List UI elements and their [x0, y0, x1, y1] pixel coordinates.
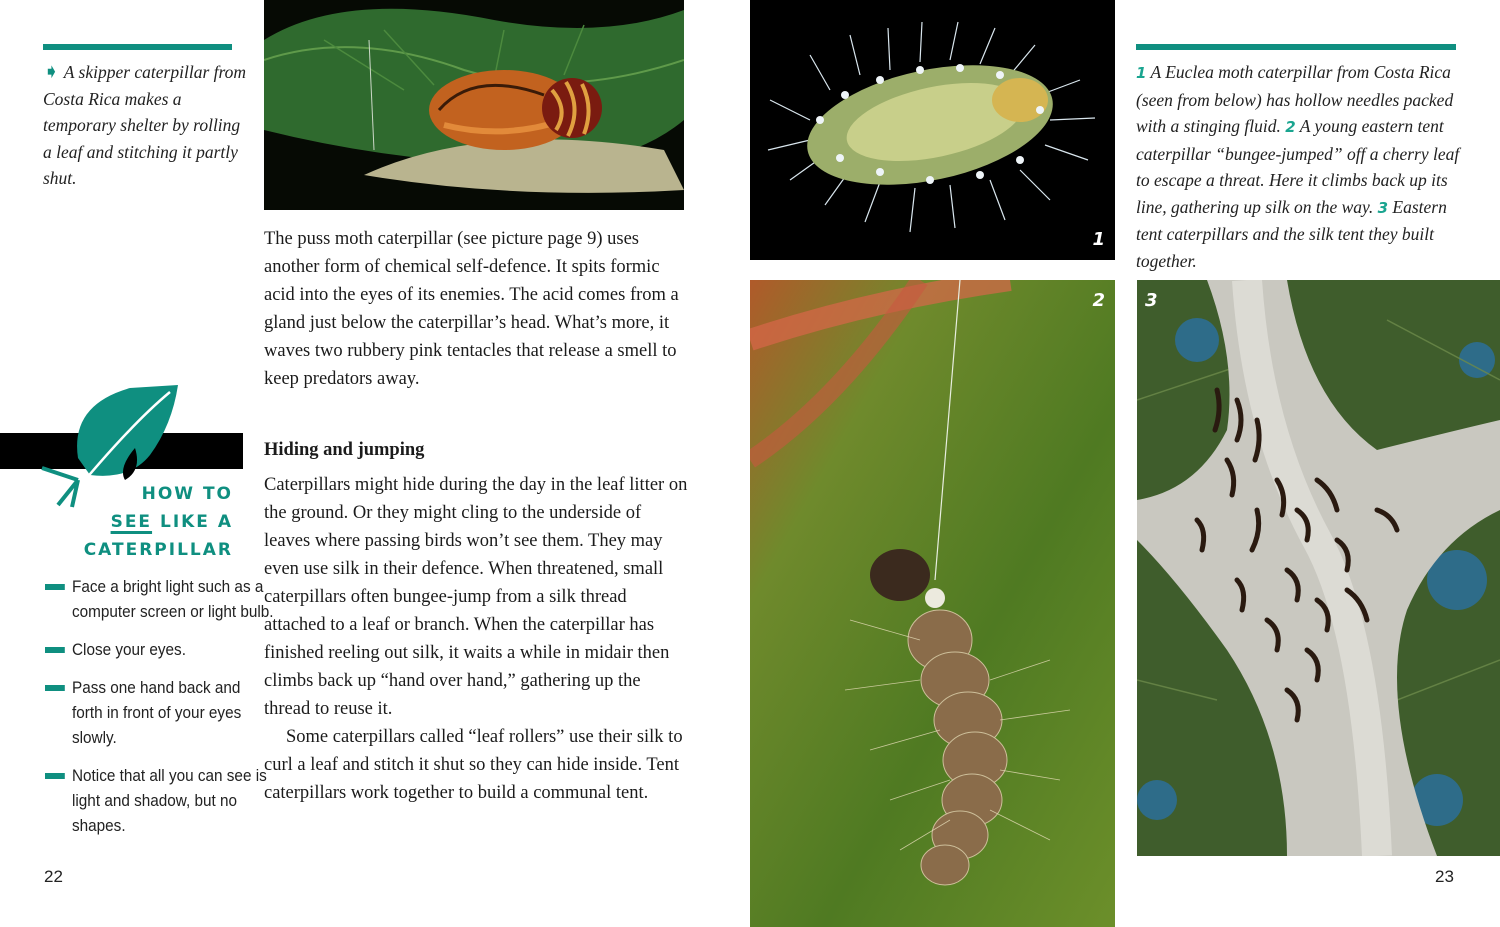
caption-number-3: 3 [1377, 198, 1389, 217]
section-heading: Hiding and jumping [264, 440, 425, 460]
tip-text: Face a bright light such as a computer screen or light bulb. [72, 577, 274, 621]
tip-item [45, 675, 275, 750]
photo-number-3: 3 [1145, 290, 1158, 311]
tent-caterpillars-photo [1137, 280, 1500, 856]
right-caption-rule [1136, 44, 1456, 50]
left-photo-caption [43, 59, 248, 192]
body-paragraph-1 [264, 225, 689, 393]
tip-dash [45, 685, 65, 691]
euclea-caterpillar-photo [750, 0, 1115, 260]
puss-moth-paragraph: The puss moth caterpillar (see picture page 9) uses another form of chemical self-defence. It spits formic acid into the eyes of its enemies. The acid comes from a gland just below the caterpillar’s head. What’s more, it waves two rubbery pink tentacles that release a smell to keep predators away. [264, 229, 679, 389]
tip-item [45, 637, 275, 662]
sidebar-title-line-1: HOW TO [141, 484, 233, 504]
sidebar-title [30, 480, 233, 564]
page-number-right: 23 [1435, 867, 1454, 886]
tip-dash [45, 584, 65, 590]
left-caption-text: A skipper caterpillar from Costa Rica makes a temporary shelter by rolling a leaf and stitching it partly shut. [43, 62, 247, 188]
tip-text: Pass one hand back and forth in front of your eyes slowly. [72, 678, 242, 747]
tip-text: Notice that all you can see is light and shadow, but no shapes. [72, 766, 267, 835]
caption-text-2: A young eastern tent caterpillar “bungee-jumped” off a cherry leaf to escape a threat. Here it climbs back up its line, gathering up silk on the way. [1136, 116, 1460, 217]
tip-item [45, 574, 275, 624]
sidebar-title-like-a: LIKE A [152, 512, 233, 532]
sidebar-title-line-3: CATERPILLAR [83, 540, 233, 560]
photo-number-2: 2 [1092, 290, 1105, 311]
page-number-left: 22 [44, 867, 63, 886]
sidebar-title-line-2 [30, 508, 233, 536]
caption-number-1: 1 [1136, 64, 1147, 82]
tip-item [45, 763, 275, 838]
tip-dash [45, 773, 65, 779]
body-paragraphs-2 [264, 471, 689, 807]
tip-dash [45, 647, 65, 653]
right-photo-caption [1136, 59, 1466, 274]
left-caption-rule [43, 44, 232, 50]
tip-text: Close your eyes. [72, 640, 186, 659]
photo-number-1: 1 [1092, 229, 1105, 250]
caption-text-3: Eastern tent caterpillars and the silk tent they built together. [1136, 196, 1447, 271]
bungee-caterpillar-photo [750, 280, 1115, 927]
caption-text-1: A Euclea moth caterpillar from Costa Rica (seen from below) has hollow needles packed with a stinging fluid. [1136, 62, 1454, 136]
skipper-caterpillar-photo [264, 0, 684, 210]
leaf-rollers-paragraph: Some caterpillars called “leaf rollers” use their silk to curl a leaf and stitch it shut so they can hide inside. Tent caterpillars work together to build a communal tent. [264, 727, 683, 803]
sidebar-title-see: SEE [110, 512, 153, 532]
tips-list [45, 574, 274, 851]
caption-number-2: 2 [1285, 118, 1296, 136]
arrow-icon: ➧ [43, 61, 60, 83]
hiding-paragraph: Caterpillars might hide during the day in the leaf litter on the ground. Or they might cling to the underside of leaves where passing birds won’t see them. They may even use silk in their defence. When threatened, small caterpillars often bungee-jump from a silk thread attached to a leaf or branch. When the caterpillar has finished reeling out silk, it waits a while in midair then climbs back up “hand over hand,” gathering up the thread to reuse it. [264, 475, 688, 719]
